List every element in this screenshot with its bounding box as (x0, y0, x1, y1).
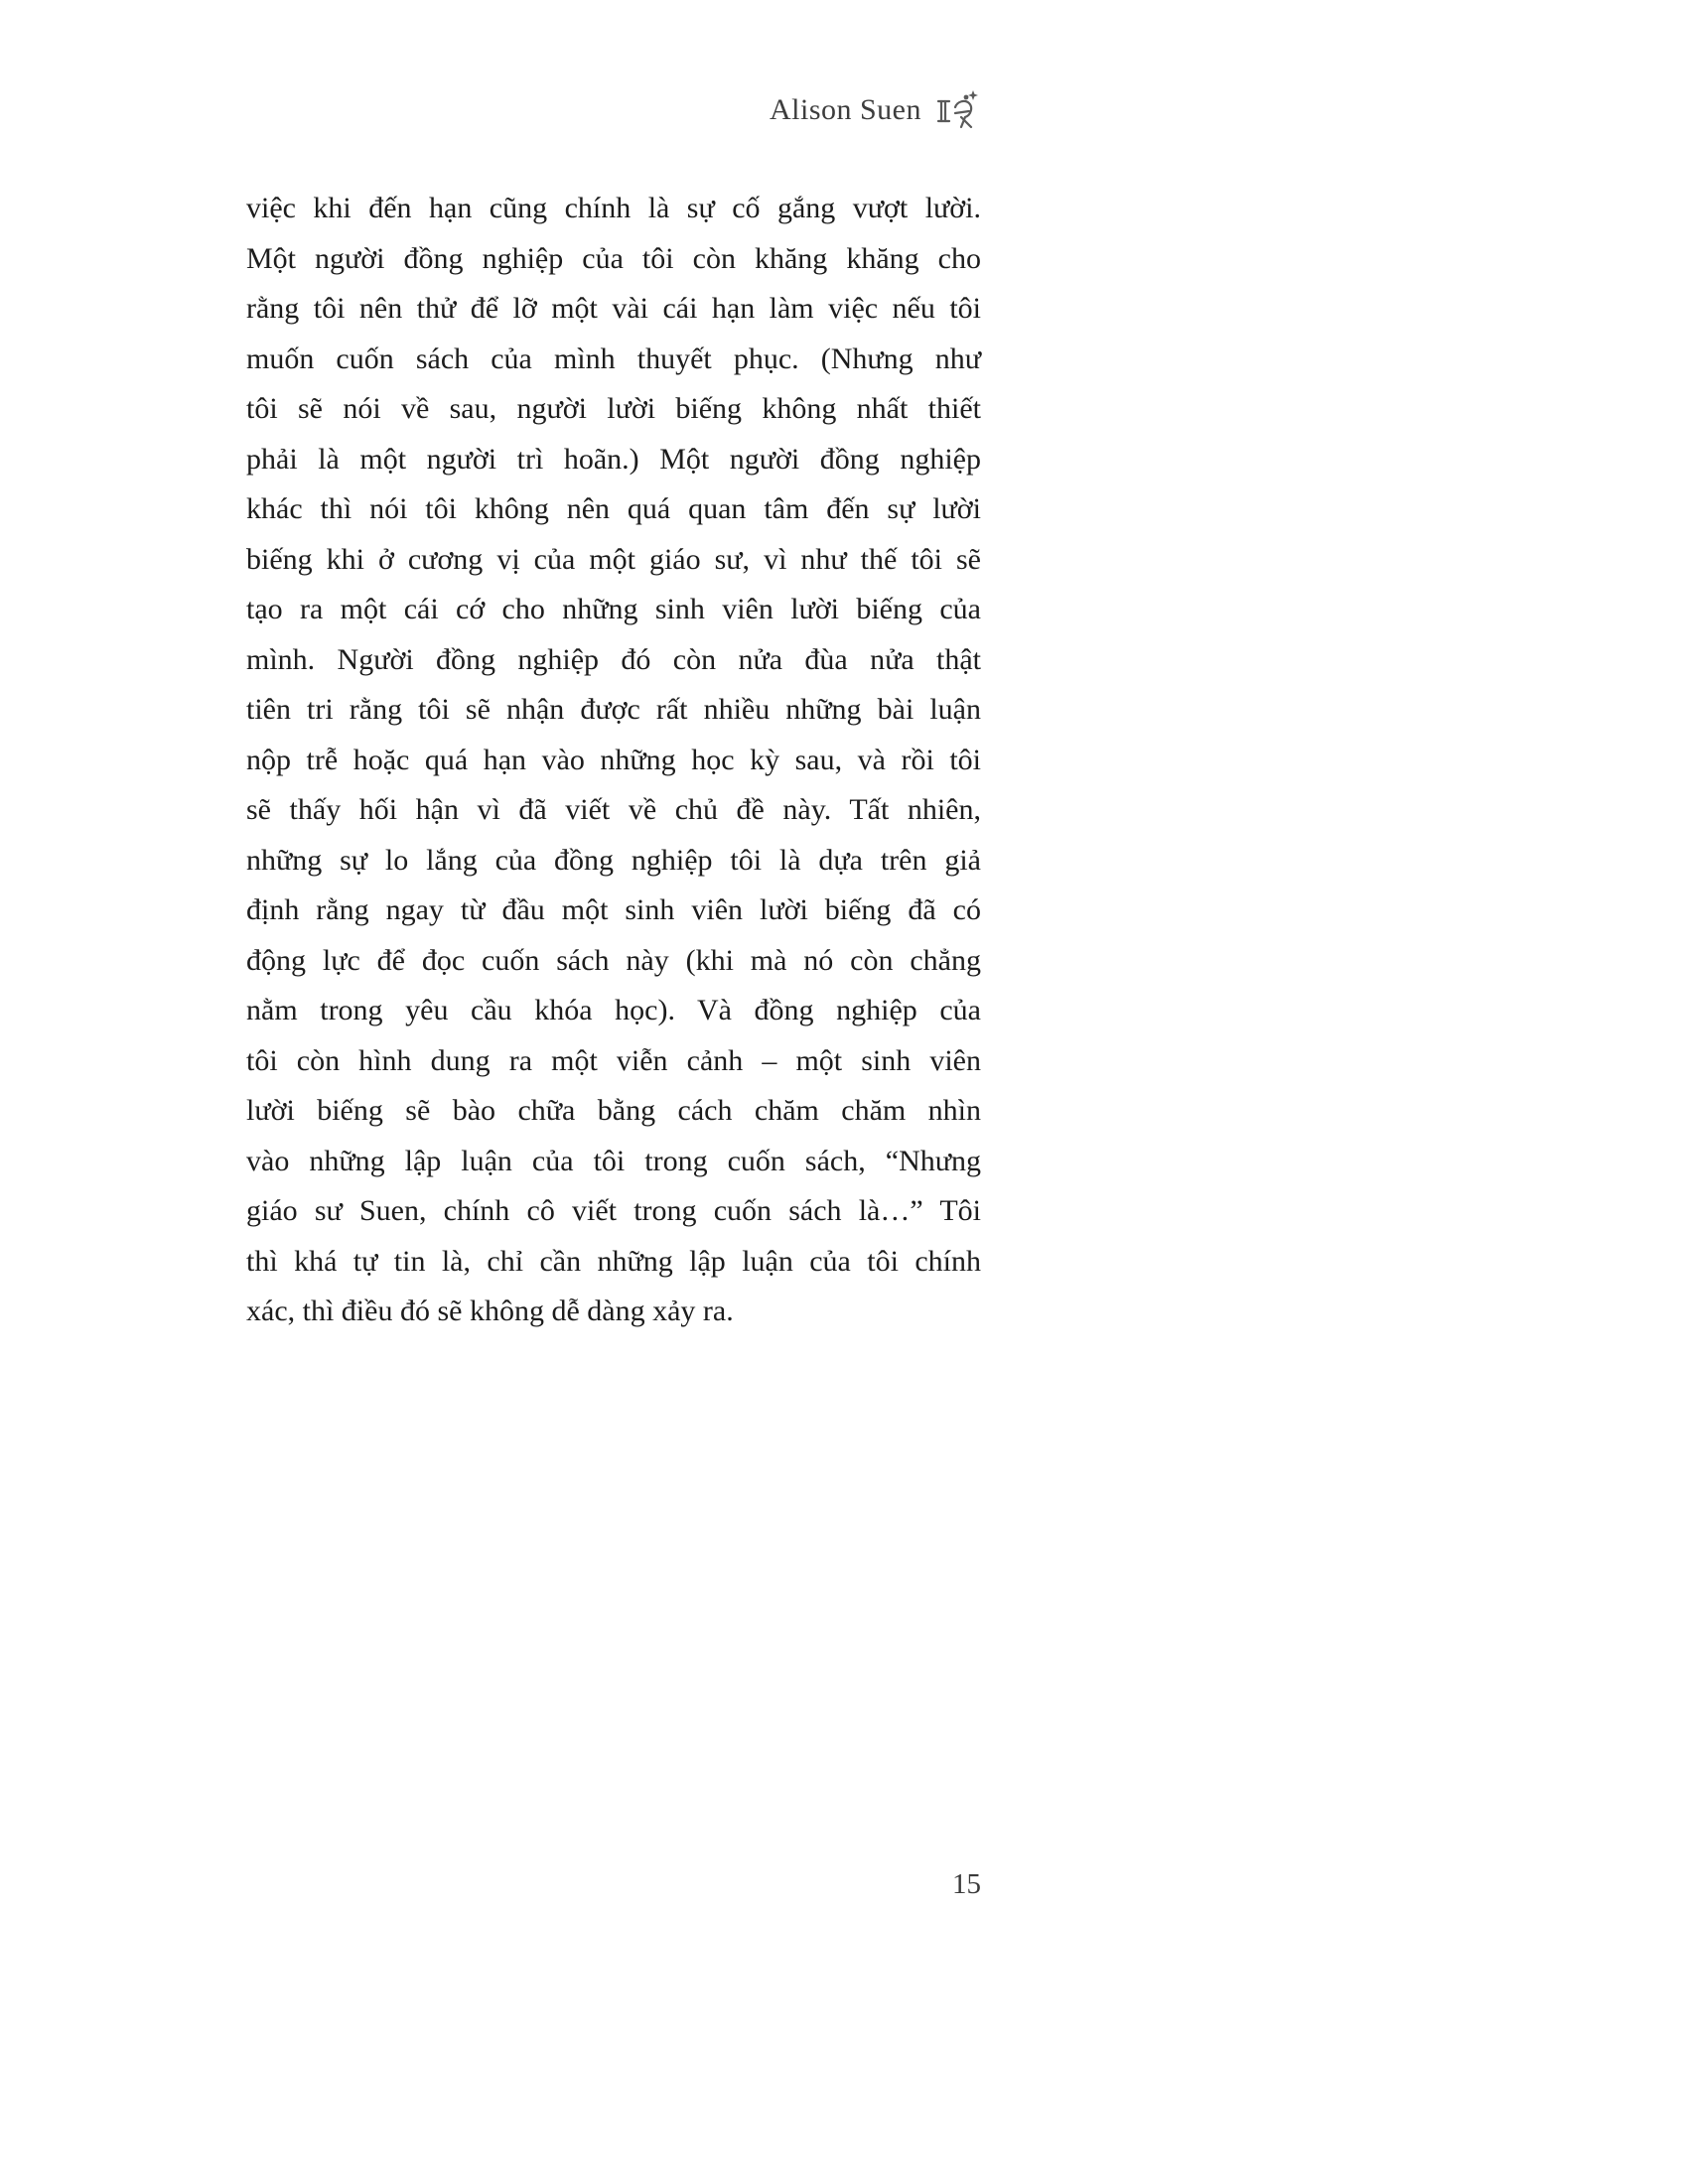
body-text (246, 184, 981, 1337)
text-line: thì khá tự tin là, chỉ cần những lập luận của tôi chính (246, 1244, 981, 1278)
text-line: động lực để đọc cuốn sách này (khi mà nó còn chẳng (246, 943, 981, 977)
text-line: việc khi đến hạn cũng chính là sự cố gắng vượt lười. (246, 192, 981, 224)
text-line: lười biếng sẽ bào chữa bằng cách chăm chăm nhìn (246, 1094, 981, 1127)
page-number: 15 (952, 1868, 981, 1900)
text-line: giáo sư Suen, chính cô viết trong cuốn sách là…” Tôi (246, 1194, 981, 1227)
text-line: định rằng ngay từ đầu một sinh viên lười biếng đã có (246, 893, 981, 926)
page-header (246, 87, 981, 133)
text-line: sẽ thấy hối hận vì đã viết về chủ đề này. Tất nhiên, (246, 793, 981, 826)
text-line: biếng khi ở cương vị của một giáo sư, vì như thế tôi sẽ (246, 542, 981, 576)
publisher-logo-icon (935, 87, 981, 133)
text-line: tôi sẽ nói về sau, người lười biếng không nhất thiết (246, 392, 981, 425)
text-line: khác thì nói tôi không nên quá quan tâm đến sự lười (246, 492, 981, 525)
text-line: xác, thì điều đó sẽ không dễ dàng xảy ra. (246, 1295, 734, 1327)
text-line: tạo ra một cái cớ cho những sinh viên lười biếng của (246, 593, 981, 625)
text-line: muốn cuốn sách của mình thuyết phục. (Nhưng như (246, 341, 981, 375)
text-line: phải là một người trì hoãn.) Một người đồng nghiệp (246, 442, 981, 476)
text-line: nằm trong yêu cầu khóa học). Và đồng nghiệp của (246, 994, 981, 1026)
text-line: những sự lo lắng của đồng nghiệp tôi là dựa trên giả (246, 843, 981, 877)
text-line: tôi còn hình dung ra một viễn cảnh – một sinh viên (246, 1043, 981, 1077)
text-line: tiên tri rằng tôi sẽ nhận được rất nhiều những bài luận (246, 693, 981, 726)
text-line: vào những lập luận của tôi trong cuốn sách, “Nhưng (246, 1144, 981, 1177)
text-line: Một người đồng nghiệp của tôi còn khăng khăng cho (246, 241, 981, 275)
author-name: Alison Suen (769, 93, 921, 126)
text-line: mình. Người đồng nghiệp đó còn nửa đùa nửa thật (246, 642, 981, 676)
text-line: rằng tôi nên thử để lỡ một vài cái hạn làm việc nếu tôi (246, 292, 981, 325)
text-line: nộp trễ hoặc quá hạn vào những học kỳ sau, và rồi tôi (246, 743, 981, 776)
